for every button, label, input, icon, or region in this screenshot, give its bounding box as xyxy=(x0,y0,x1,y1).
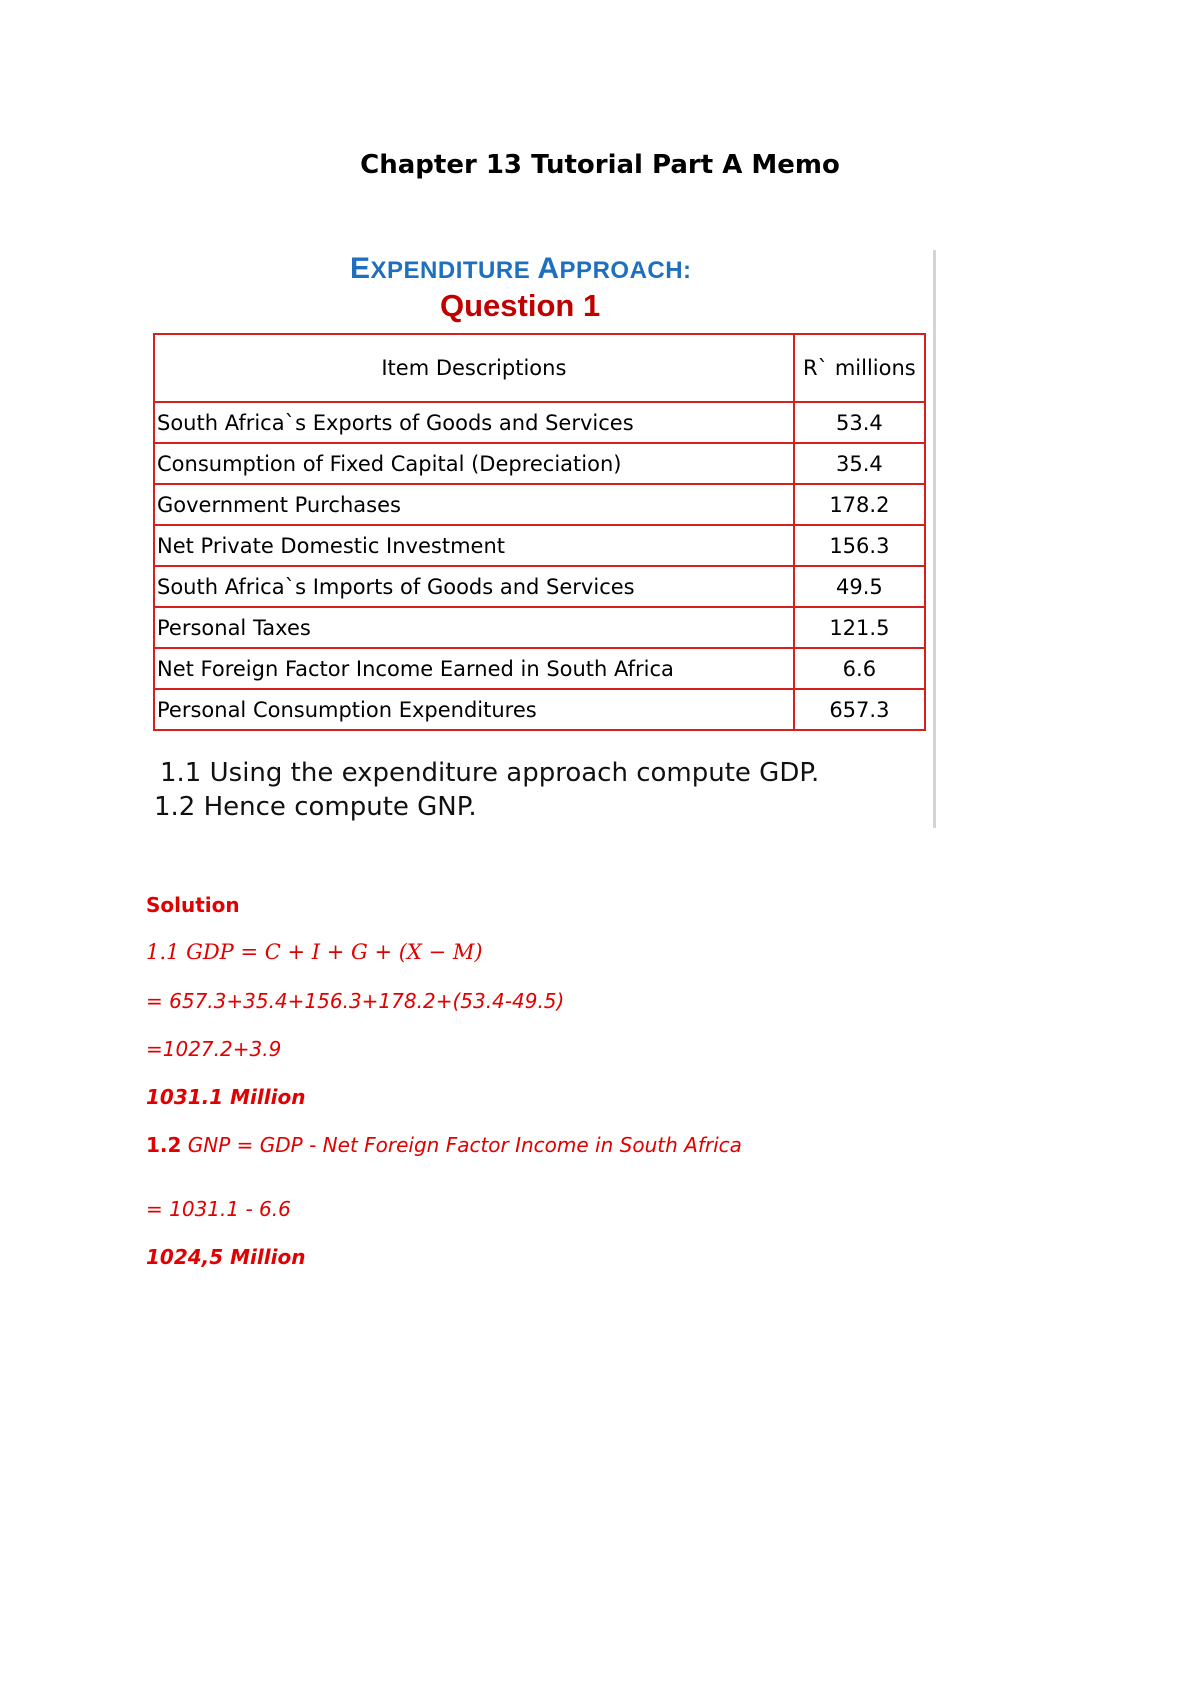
heading-initial-1: E xyxy=(350,252,371,285)
row-value: 657.3 xyxy=(794,689,925,730)
row-value: 53.4 xyxy=(794,402,925,443)
heading-initial-2: A xyxy=(537,252,560,285)
row-item: Net Foreign Factor Income Earned in South Africa xyxy=(154,648,794,689)
header-r-millions: R` millions xyxy=(794,334,925,402)
row-item: Consumption of Fixed Capital (Depreciation) xyxy=(154,443,794,484)
table-row xyxy=(154,607,925,648)
row-item: South Africa`s Exports of Goods and Services xyxy=(154,402,794,443)
table-row xyxy=(154,648,925,689)
row-value: 178.2 xyxy=(794,484,925,525)
gdp-formula: 1.1 GDP = C + I + G + (X − M) xyxy=(146,940,483,964)
gnp-question-number: 1.2 xyxy=(146,1133,182,1157)
question-1-2: 1.2 Hence compute GNP. xyxy=(154,792,477,822)
solution-heading: Solution xyxy=(146,893,240,917)
table-header-row xyxy=(154,334,925,402)
data-table xyxy=(153,333,926,731)
table-row xyxy=(154,443,925,484)
row-value: 49.5 xyxy=(794,566,925,607)
row-item: Government Purchases xyxy=(154,484,794,525)
table-row xyxy=(154,566,925,607)
figure-heading xyxy=(350,252,692,286)
row-item: Net Private Domestic Investment xyxy=(154,525,794,566)
gdp-result: 1031.1 Million xyxy=(146,1085,306,1109)
row-item: South Africa`s Imports of Goods and Services xyxy=(154,566,794,607)
table-row xyxy=(154,525,925,566)
heading-rest-1: XPENDITURE xyxy=(370,257,538,284)
gnp-formula xyxy=(146,1133,742,1157)
question-1-1: 1.1 Using the expenditure approach compute GDP. xyxy=(160,758,820,788)
heading-rest-2: PPROACH: xyxy=(559,257,692,284)
question-figure xyxy=(150,250,936,828)
page-title: Chapter 13 Tutorial Part A Memo xyxy=(360,150,840,180)
gnp-result: 1024,5 Million xyxy=(146,1245,306,1269)
row-value: 35.4 xyxy=(794,443,925,484)
header-item-descriptions: Item Descriptions xyxy=(154,334,794,402)
row-item: Personal Consumption Expenditures xyxy=(154,689,794,730)
gnp-calculation: = 1031.1 - 6.6 xyxy=(146,1197,291,1221)
table-row xyxy=(154,484,925,525)
row-value: 156.3 xyxy=(794,525,925,566)
gdp-subtotal: =1027.2+3.9 xyxy=(146,1037,282,1061)
table-row xyxy=(154,402,925,443)
gnp-formula-text: GNP = GDP - Net Foreign Factor Income in South Africa xyxy=(181,1133,742,1157)
question-label: Question 1 xyxy=(440,288,601,323)
row-value: 6.6 xyxy=(794,648,925,689)
gdp-calculation: = 657.3+35.4+156.3+178.2+(53.4-49.5) xyxy=(146,989,565,1013)
row-value: 121.5 xyxy=(794,607,925,648)
row-item: Personal Taxes xyxy=(154,607,794,648)
table-row xyxy=(154,689,925,730)
